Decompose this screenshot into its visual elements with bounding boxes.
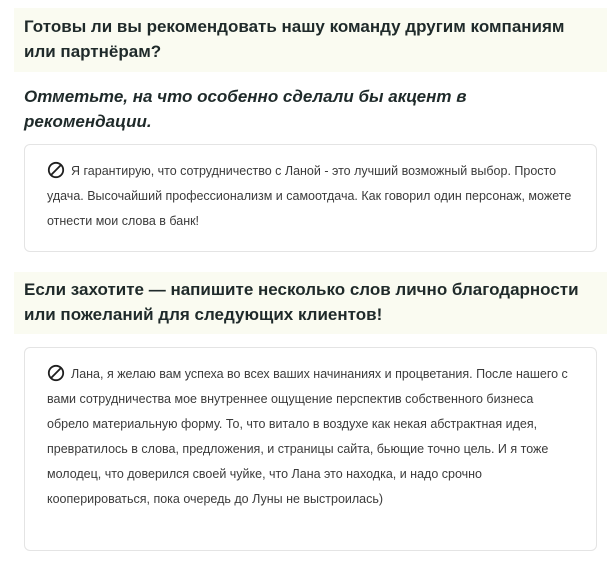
question-3-title: Если захотите — напишите несколько слов лично благодарности или пожеланий для следующих клиентов! bbox=[24, 280, 579, 324]
question-1-header bbox=[14, 8, 607, 72]
no-symbol-icon bbox=[47, 161, 65, 179]
answer-card-3 bbox=[24, 347, 597, 551]
answer-3-body: Лана, я желаю вам успеха во всех ваших начинаниях и процветания. После нашего с вами сотрудничества мое внутреннее ощущение перспектив собственного бизнеса обрело материальную форму. То, что витало в воздухе как некая абстрактная идея, превратилось в слова, предложения, и страницы сайта, бьющие точно цель. И я тоже молодец, что доверился своей чуйке, что Лана это находка, и надо срочно кооперироваться, пока очередь до Луны не выстроилась) bbox=[47, 367, 568, 506]
answer-2-body: Я гарантирую, что сотрудничество с Ланой - это лучший возможный выбор. Просто удача. Высочайший профессионализм и самоотдача. Как говорил один персонаж, можете отнести мои слова в банк! bbox=[47, 164, 572, 228]
answer-text-3 bbox=[47, 362, 574, 512]
no-symbol-icon bbox=[47, 364, 65, 382]
question-2-title: Отметьте, на что особенно сделали бы акцент в рекомендации. bbox=[24, 87, 467, 131]
answer-card-2 bbox=[24, 144, 597, 252]
question-1-title: Готовы ли вы рекомендовать нашу команду другим компаниям или партнёрам? bbox=[24, 17, 565, 61]
answer-text-2 bbox=[47, 159, 574, 234]
question-3-header bbox=[14, 272, 607, 334]
